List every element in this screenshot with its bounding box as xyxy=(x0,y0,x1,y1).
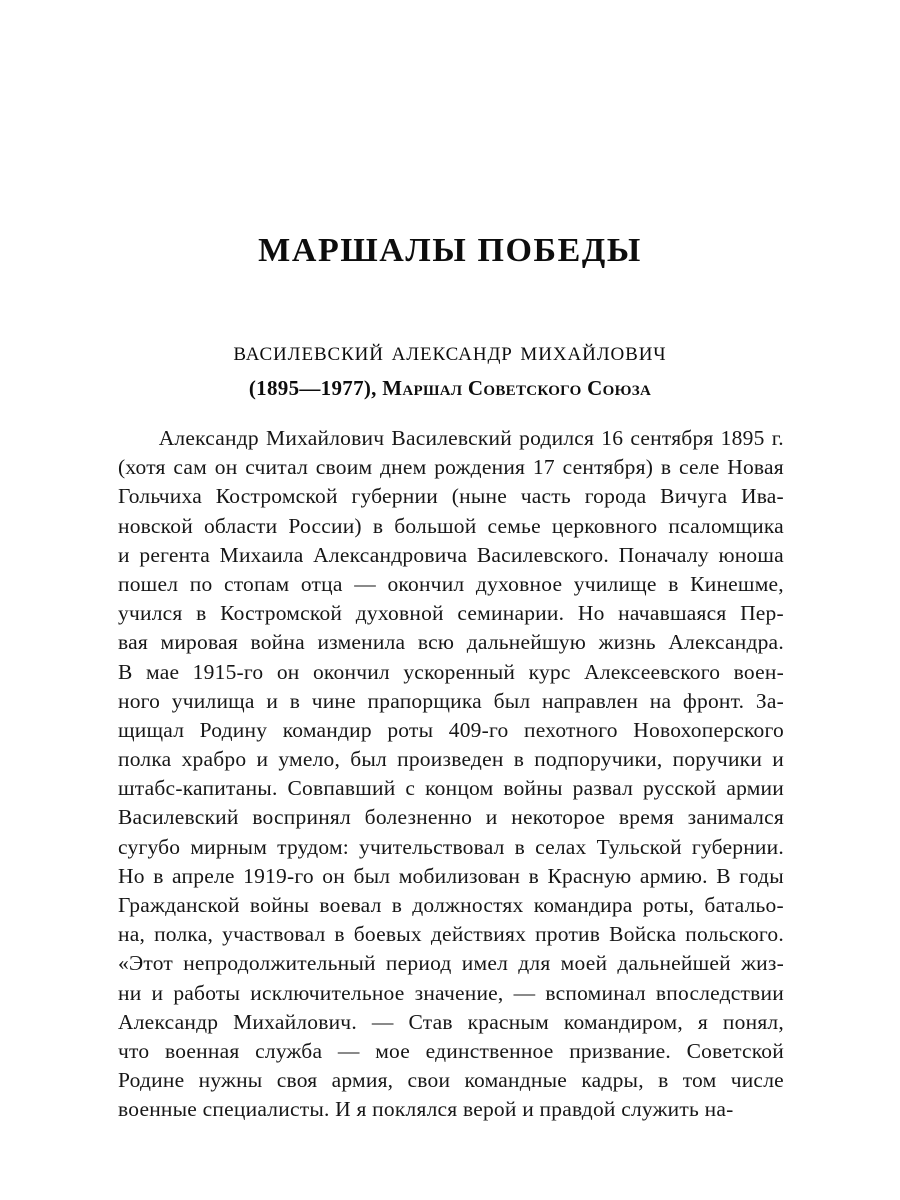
body-line: ного училища и в чине прапорщика был направлен на фронт. За- xyxy=(118,688,784,713)
body-line: новской области России) в большой семье церковного псаломщика xyxy=(118,513,784,538)
body-line: Но в апреле 1919-го он был мобилизован в Красную армию. В годы xyxy=(118,863,784,888)
body-line: штабс-капитаны. Совпавший с концом войны развал русской армии xyxy=(118,776,784,801)
body-line: сугубо мирным трудом: учительствовал в селах Тульской губернии. xyxy=(118,834,784,859)
body-line: пошел по стопам отца — окончил духовное училище в Кинешме, xyxy=(118,571,784,596)
body-line: Александр Михайлович Василевский родился 16 сентября 1895 г. xyxy=(158,426,784,450)
body-line: что военная служба — мое единственное призвание. Советской xyxy=(118,1038,784,1063)
body-line: ни и работы исключительное значение, — вспоминал впоследствии xyxy=(118,980,784,1005)
body-line: на, полка, участвовал в боевых действиях против Войска польского. xyxy=(118,922,784,947)
body-line: Гольчиха Костромской губернии (ныне часть города Вичуга Ива- xyxy=(118,484,784,509)
person-name-heading: василевский александр михайлович xyxy=(233,336,667,366)
body-line: Василевский воспринял болезненно и некоторое время занимался xyxy=(118,805,784,830)
body-line: В мае 1915-го он окончил ускоренный курс Алексеевского воен- xyxy=(118,659,784,684)
body-paragraph xyxy=(118,424,784,1125)
body-line: Родине нужны своя армия, свои командные кадры, в том числе xyxy=(118,1068,784,1093)
body-line: вая мировая война изменила всю дальнейшую жизнь Александра. xyxy=(118,630,784,655)
person-subtitle: (1895—1977), Маршал Советского Союза xyxy=(248,376,652,400)
section-title: МАРШАЛЫ ПОБЕДЫ xyxy=(258,232,642,269)
body-line: полка храбро и умело, был произведен в подпоручики, поручики и xyxy=(118,747,784,772)
body-line: Гражданской войны воевал в должностях командира роты, батальо- xyxy=(118,893,784,917)
body-line: и регента Михаила Александровича Василевского. Поначалу юноша xyxy=(118,542,784,567)
body-line: Александр Михайлович. — Став красным командиром, я понял, xyxy=(118,1009,784,1034)
body-line: щищал Родину командир роты 409-го пехотного Новохоперского xyxy=(118,717,784,742)
body-line: «Этот непродолжительный период имел для моей дальнейшей жиз- xyxy=(118,951,784,976)
body-line: военные специалисты. И я поклялся верой и правдой служить на- xyxy=(118,1097,734,1122)
body-line: (хотя сам он считал своим днем рождения 17 сентября) в селе Новая xyxy=(118,455,784,480)
body-line: учился в Костромской духовной семинарии. Но начавшаяся Пер- xyxy=(118,601,784,626)
